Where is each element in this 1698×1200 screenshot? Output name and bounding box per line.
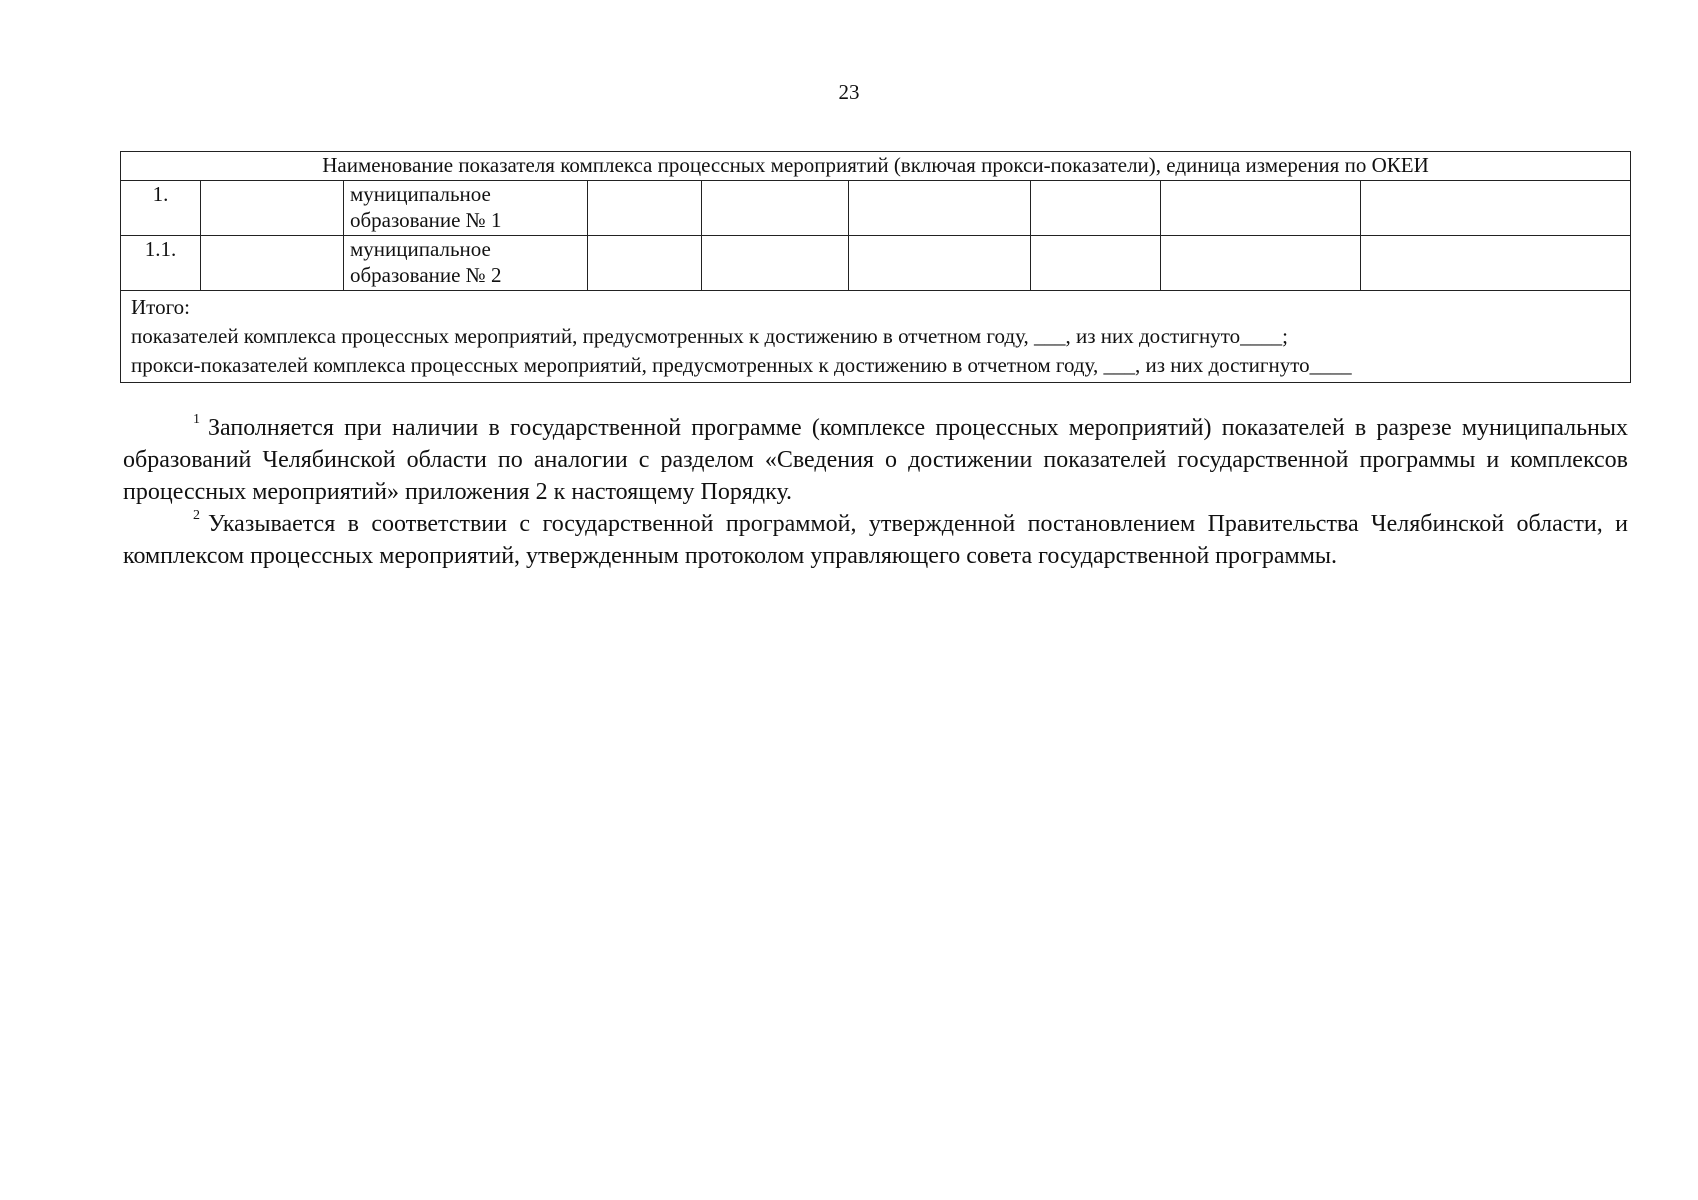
footnote-text: Заполняется при наличии в государственной программе (комплексе процессных мероприятий) показателей в разрезе муниципальных образований Челябинской области по аналогии с разделом «Сведения о достижении показателей государственной программы и комплексов процессных мероприятий» приложения 2 к настоящему Порядку. [123, 415, 1628, 505]
empty-cell [201, 181, 344, 236]
municipality-cell [344, 236, 588, 291]
table-row [121, 236, 1631, 291]
summary-title: Итого: [131, 295, 190, 319]
summary-line-indicators: показателей комплекса процессных мероприятий, предусмотренных к достижению в отчетном году, ___, из них достигнуто____; [131, 324, 1289, 348]
empty-cell [588, 236, 702, 291]
row-number: 1. [121, 181, 201, 236]
empty-cell [1161, 181, 1361, 236]
table-header: Наименование показателя комплекса процессных мероприятий (включая прокси-показатели), единица измерения по ОКЕИ [121, 152, 1631, 181]
summary-cell [121, 291, 1631, 383]
empty-cell [1161, 236, 1361, 291]
empty-cell [702, 236, 849, 291]
summary-line-proxy: прокси-показателей комплекса процессных мероприятий, предусмотренных к достижению в отчетном году, ___, из них достигнуто____ [131, 353, 1352, 377]
indicators-table [120, 151, 1631, 383]
footnote-text: Указывается в соответствии с государственной программой, утвержденной постановлением Правительства Челябинской области, и комплексом процессных мероприятий, утвержденным протоколом управляющего совета государственной программы. [123, 511, 1628, 569]
empty-cell [201, 236, 344, 291]
footnote-marker: 2 [193, 508, 200, 523]
footnote-marker: 1 [193, 412, 200, 427]
municipality-label: муниципальное [350, 237, 491, 261]
municipality-label: образование № 2 [350, 263, 502, 287]
empty-cell [1361, 236, 1631, 291]
municipality-label: образование № 1 [350, 208, 502, 232]
empty-cell [588, 181, 702, 236]
empty-cell [849, 181, 1031, 236]
row-number: 1.1. [121, 236, 201, 291]
table-row [121, 181, 1631, 236]
summary-row [121, 291, 1631, 383]
empty-cell [702, 181, 849, 236]
empty-cell [849, 236, 1031, 291]
empty-cell [1361, 181, 1631, 236]
footnotes [123, 412, 1628, 572]
empty-cell [1031, 236, 1161, 291]
empty-cell [1031, 181, 1161, 236]
municipality-cell [344, 181, 588, 236]
page-number: 23 [838, 80, 860, 104]
footnote [123, 508, 1628, 572]
footnote [123, 412, 1628, 508]
municipality-label: муниципальное [350, 182, 491, 206]
